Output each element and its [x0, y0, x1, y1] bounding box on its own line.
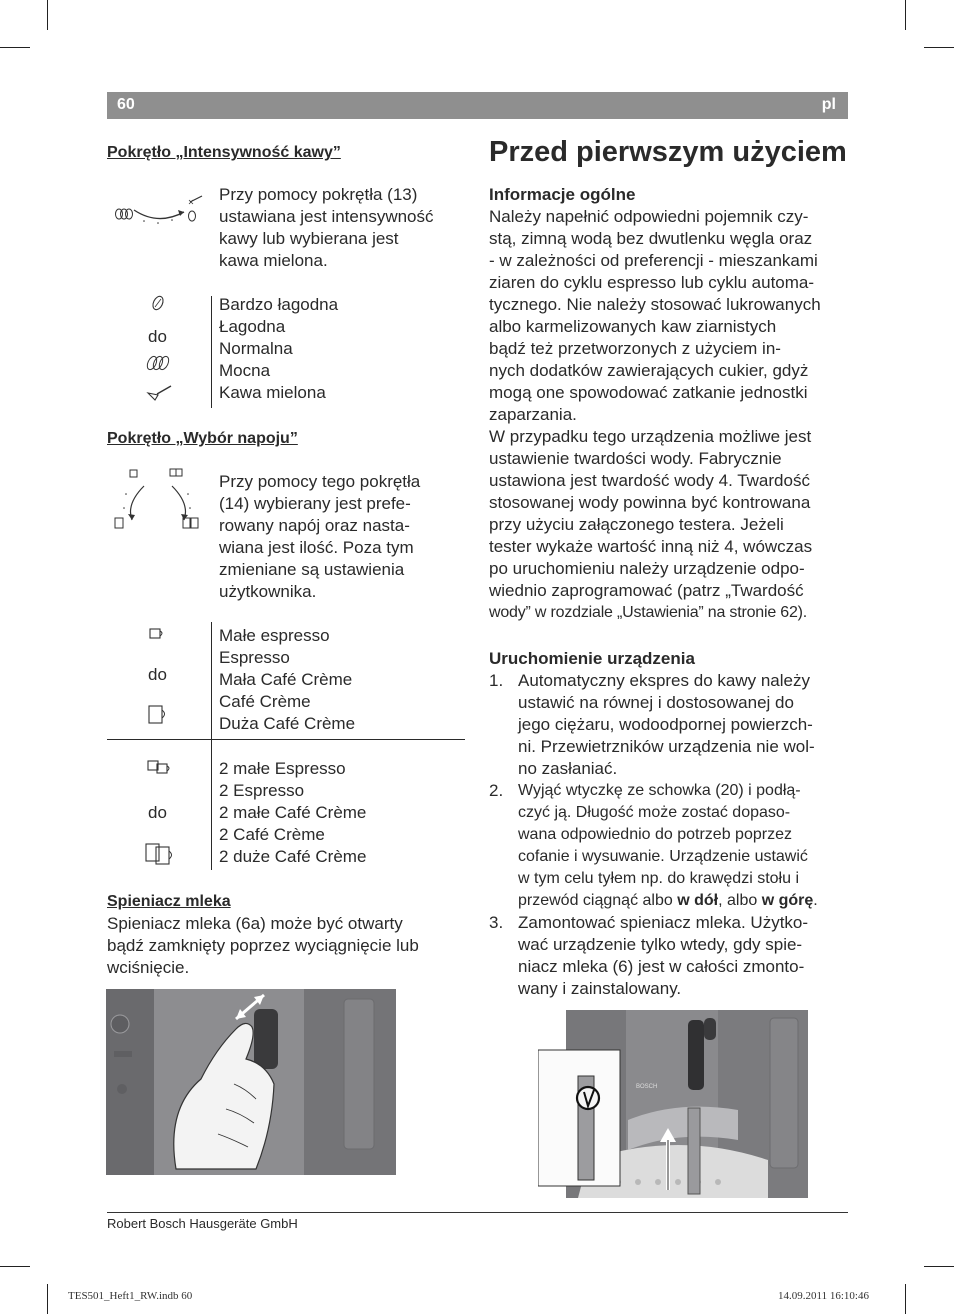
text-line [518, 890, 848, 912]
range-to-label: do [148, 803, 167, 822]
text-line: Automatyczny ekspres do kawy należy [518, 671, 810, 690]
text-line: czyć ją. Długość może zostać dopaso- [518, 804, 791, 821]
text-line: wany i zainstalowany. [518, 979, 682, 998]
intensity-levels-list [219, 294, 338, 404]
drink-option: 2 duże Café Crème [219, 847, 367, 866]
intensity-knob-heading: Pokrętło „Intensywność kawy” [107, 144, 341, 161]
table-divider [211, 296, 212, 408]
print-slug-date: 14.09.2011 16:10:46 [778, 1290, 869, 1302]
text-line: nych dodatków zawierających cukier, gdyż [489, 361, 809, 380]
startup-step-3 [489, 912, 854, 1002]
bosch-logo: BOSCH [636, 1084, 658, 1090]
text-line: Przy pomocy pokrętła (13) [219, 185, 418, 204]
drink-option: Duża Café Crème [219, 714, 356, 733]
intensity-level: Mocna [219, 361, 271, 380]
intensity-level: Normalna [219, 339, 293, 358]
page-title: Przed pierwszym użyciem [489, 136, 847, 168]
text-line: wiednio zaprogramować (patrz „Twardość [489, 581, 804, 600]
crop-mark [924, 47, 954, 48]
text-line: rowany napój oraz nasta- [219, 516, 410, 535]
crop-mark [47, 0, 48, 30]
print-slug-file: TES501_Heft1_RW.indb 60 [68, 1290, 193, 1302]
single-drinks-list [219, 625, 355, 735]
text-line: wciśnięcie. [107, 958, 190, 977]
drink-option: 2 małe Espresso [219, 759, 346, 778]
range-to-label: do [148, 327, 167, 346]
crop-mark [47, 1284, 48, 1314]
emphasis-down: w dół [677, 892, 719, 909]
text-line: bądź też przetworzonych z użyciem in- [489, 339, 781, 358]
page-header-bar [107, 92, 848, 119]
crop-mark [0, 1266, 30, 1267]
text-line: (14) wybierany jest prefe- [219, 494, 411, 513]
text-fragment: przewód ciągnąć albo [518, 892, 678, 909]
text-line: Przy pomocy tego pokrętła [219, 472, 421, 491]
text-line: Wyjąć wtyczkę ze schowka (20) i podłą- [518, 782, 801, 799]
drink-option: Mała Café Crème [219, 670, 353, 689]
crop-mark [905, 1284, 906, 1314]
table-divider [211, 622, 212, 870]
general-info-heading: Informacje ogólne [489, 185, 636, 204]
text-line: tycznego. Nie należy stosować lukrowanych [489, 295, 821, 314]
text-line: w tym celu tyłem np. do krawędzi stołu i [518, 870, 799, 887]
drink-option: 2 Café Crème [219, 825, 325, 844]
startup-step-2 [489, 780, 854, 912]
double-drinks-list [219, 758, 366, 868]
text-line: zmieniane są ustawienia [219, 560, 405, 579]
three-beans-icon [144, 352, 174, 374]
step-number: 2. [489, 781, 504, 800]
startup-step-1 [489, 670, 854, 780]
milk-frother-heading: Spieniacz mleka [107, 893, 231, 910]
text-line: ziaren do cyklu espresso lub cyklu automa- [489, 273, 815, 292]
text-line: Należy napełnić odpowiedni pojemnik czy- [489, 207, 809, 226]
text-line: - w zależności od preferencji - mieszankami [489, 251, 818, 270]
page-number: 60 [117, 96, 135, 113]
text-line: ustawienie twardości wody. Fabrycznie [489, 449, 782, 468]
two-small-cups-icon [146, 758, 174, 776]
intensity-level: Łagodna [219, 317, 286, 336]
text-line: ustawiona jest twardość wody 4. Twardość [489, 471, 810, 490]
text-line: kawa mielona. [219, 251, 328, 270]
large-cup-icon [146, 703, 170, 727]
text-line: wiana jest ilość. Poza tym [219, 538, 414, 557]
drink-option: 2 Espresso [219, 781, 305, 800]
intensity-knob-icon [112, 190, 207, 230]
text-line: stosowanej wody powinna być kontrowana [489, 493, 811, 512]
text-line: jego ciężaru, wodoodpornej powierzch- [518, 715, 813, 734]
general-info-text [489, 206, 854, 624]
step-number: 1. [489, 671, 504, 690]
text-line: tester wykaże wartość inną niż 4, wówczas [489, 537, 813, 556]
emphasis-up: w górę [761, 892, 814, 909]
text-line: bądź zamknięty poprzez wyciągnięcie lub [107, 936, 419, 955]
small-cup-icon [148, 626, 168, 642]
drink-option: Café Crème [219, 692, 311, 711]
text-line: wody” w rozdziale „Ustawienia” na stronie 62). [489, 604, 808, 621]
text-line: ustawić na równej i dostosowanej do [518, 693, 794, 712]
frother-installation-photo [538, 1010, 808, 1198]
text-line: stą, zimną wodą bez dwutlenku węgla oraz [489, 229, 813, 248]
language-code: pl [821, 96, 836, 113]
text-line: kawy lub wybierana jest [219, 229, 399, 248]
drink-option: Małe espresso [219, 626, 330, 645]
text-line: no zasłaniać. [518, 759, 618, 778]
intensity-level: Bardzo łagodna [219, 295, 339, 314]
text-line: albo karmelizowanych kaw ziarnistych [489, 317, 777, 336]
two-large-cups-icon [144, 841, 174, 867]
text-line: mogą one spowodować zatkanie jednostki [489, 383, 808, 402]
startup-heading: Uruchomienie urządzenia [489, 649, 695, 668]
text-line: Zamontować spieniacz mleka. Użytko- [518, 913, 809, 932]
drink-knob-heading: Pokrętło „Wybór napoju” [107, 430, 298, 447]
text-line: zaparzania. [489, 405, 577, 424]
footer-rule [107, 1212, 848, 1213]
table-row-divider [107, 739, 465, 740]
text-fragment: . [813, 892, 818, 909]
text-line: wać urządzenie tylko wtedy, gdy spie- [518, 935, 803, 954]
drink-option: 2 małe Café Crème [219, 803, 367, 822]
milk-frother-photo [106, 989, 396, 1175]
drink-knob-description [219, 471, 420, 603]
text-line: Spieniacz mleka (6a) może być otwarty [107, 914, 403, 933]
one-bean-icon [148, 293, 168, 313]
text-line: użytkownika. [219, 582, 317, 601]
crop-mark [0, 47, 30, 48]
step-number: 3. [489, 913, 504, 932]
text-line: wana odpowiednio do potrzeb poprzez [518, 826, 792, 843]
text-line: W przypadku tego urządzenia możliwe jest [489, 427, 812, 446]
ground-coffee-icon [145, 383, 173, 403]
drink-knob-icon [110, 464, 206, 534]
text-line: ustawiana jest intensywność [219, 207, 434, 226]
crop-mark [924, 1266, 954, 1267]
text-line: przy użyciu załączonego testera. Jeżeli [489, 515, 784, 534]
text-line: cofanie i wysuwanie. Urządzenie ustawić [518, 848, 808, 865]
crop-mark [905, 0, 906, 30]
text-fragment: , albo [718, 892, 762, 909]
footer-company: Robert Bosch Hausgeräte GmbH [107, 1216, 298, 1231]
text-line: ni. Przewietrzników urządzenia nie wol- [518, 737, 815, 756]
intensity-knob-description [219, 184, 434, 272]
intensity-level: Kawa mielona [219, 383, 326, 402]
text-line: niacz mleka (6) jest w całości zmonto- [518, 957, 805, 976]
range-to-label: do [148, 665, 167, 684]
drink-option: Espresso [219, 648, 290, 667]
text-line: po uruchomieniu należy urządzenie odpo- [489, 559, 805, 578]
milk-frother-description [107, 913, 419, 979]
